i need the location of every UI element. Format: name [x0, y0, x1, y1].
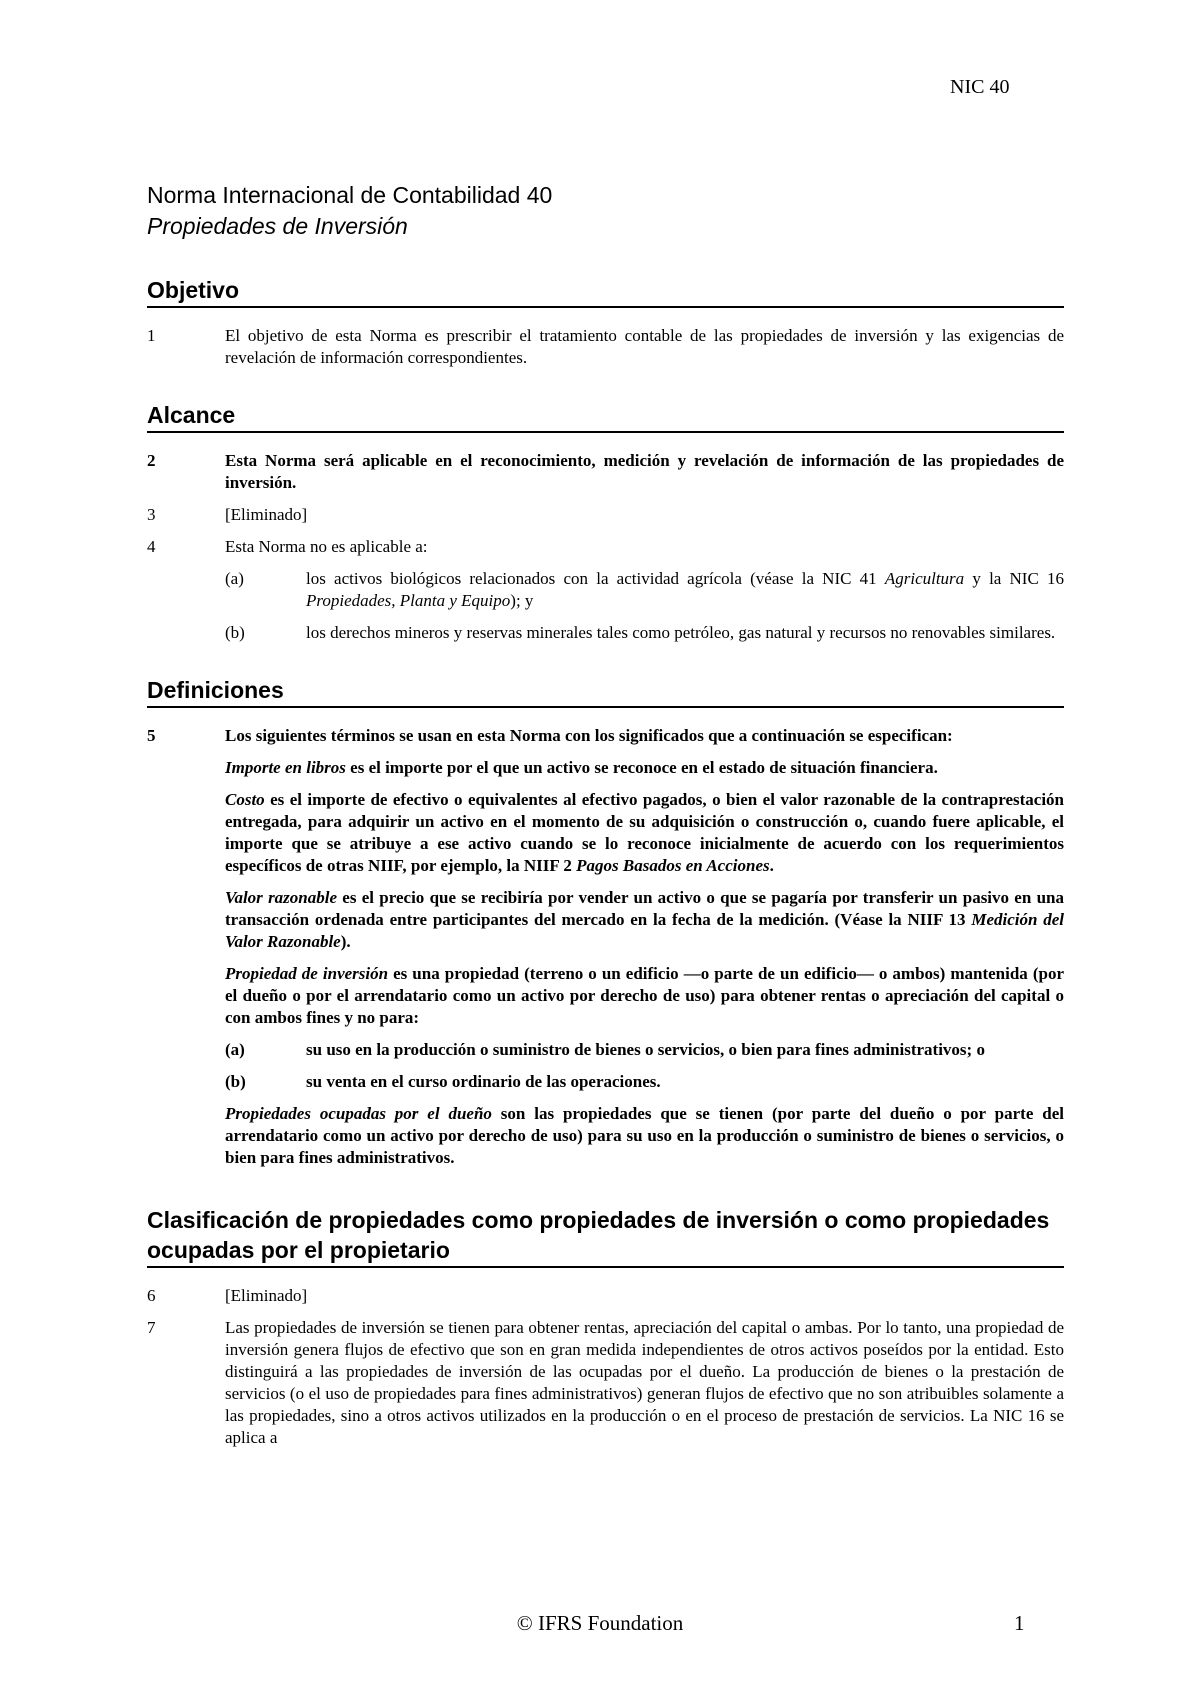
- paragraph-1: [147, 325, 1064, 369]
- definition-text: es el precio que se recibiría por vender un activo o que se pagaría por transferir un pasivo en una transacción ordenada entre participantes del mercado en la fecha de la medición. (Véase la NIIF 13: [225, 888, 1064, 929]
- paragraph-number: 7: [147, 1318, 156, 1337]
- paragraph-number: 5: [147, 726, 156, 745]
- definition-propiedad-de-inversion: [225, 963, 1064, 1029]
- defined-term: Costo: [225, 790, 265, 809]
- text-run: .: [769, 856, 774, 875]
- section-clasificacion: [147, 1205, 1064, 1449]
- definition-text: es el importe de efectivo o equivalentes al efectivo pagados, o bien el valor razonable de la contraprestación entregada, para adquirir un activo en el momento de su adquisición o construcción o, cuando fuere aplicable, el importe que se atribuye a ese activo cuando se lo reconoce inicialmente de acuerdo con los requerimientos específicos de otras NIIF, por ejemplo, la NIIF 2: [225, 790, 1064, 875]
- section-alcance: [147, 400, 1064, 644]
- list-item-label: (a): [225, 569, 244, 588]
- paragraph-7: [147, 1317, 1064, 1449]
- document-title: Norma Internacional de Contabilidad 40: [147, 182, 553, 208]
- paragraph-2: [147, 450, 1064, 494]
- section-heading-definiciones: Definiciones: [147, 675, 1064, 708]
- paragraph-3: [147, 504, 1064, 526]
- definition-text: son las propiedades que se tienen (por parte del dueño o por parte del arrendatario como un activo por derecho de uso) para su uso en la producción o suministro de bienes o servicios, o bien para fines administrativos.: [225, 1104, 1064, 1167]
- section-definiciones: [147, 675, 1064, 1169]
- section-objetivo: [147, 275, 1064, 369]
- defined-term: Propiedades ocupadas por el dueño: [225, 1104, 492, 1123]
- paragraph-number: 1: [147, 326, 156, 345]
- footer-page-number: 1: [1014, 1611, 1025, 1635]
- standard-reference: Propiedades, Planta y Equipo: [306, 591, 511, 610]
- text-run: los activos biológicos relacionados con la actividad agrícola (véase la NIC 41: [306, 569, 885, 588]
- list-item-text: [306, 568, 1064, 612]
- paragraph-number: 2: [147, 451, 156, 470]
- document-subtitle: Propiedades de Inversión: [147, 213, 408, 239]
- standard-reference: Medición del Valor Razonable: [225, 910, 1064, 951]
- list-item-5a: [225, 1039, 1064, 1061]
- list-item-text: su venta en el curso ordinario de las operaciones.: [306, 1072, 661, 1091]
- paragraph-text: Esta Norma no es aplicable a:: [225, 537, 428, 556]
- definition-propiedades-ocupadas: [225, 1103, 1064, 1169]
- definition-importe-en-libros: [225, 757, 1064, 779]
- footer-copyright: © IFRS Foundation: [516, 1611, 684, 1635]
- paragraph-6: [147, 1285, 1064, 1307]
- text-run: ).: [340, 932, 351, 951]
- paragraph-text: Esta Norma será aplicable en el reconocimiento, medición y revelación de información de las propiedades de inversión.: [225, 451, 1064, 492]
- text-run: ); y: [510, 591, 534, 610]
- paragraph-text: [Eliminado]: [225, 505, 308, 524]
- list-item-label: (b): [225, 1072, 246, 1091]
- list-item-4b: [225, 622, 1064, 644]
- section-heading-clasificacion: Clasificación de propiedades como propiedades de inversión o como propiedades ocupadas por el propietario: [147, 1205, 1064, 1268]
- standard-reference: Pagos Basados en Acciones: [576, 856, 770, 875]
- definition-costo: [225, 789, 1064, 877]
- page-header-label: NIC 40: [950, 76, 1010, 98]
- list-item-label: (b): [225, 623, 245, 642]
- defined-term: Importe en libros: [225, 758, 346, 777]
- paragraph-number: 6: [147, 1286, 156, 1305]
- list-item-label: (a): [225, 1040, 245, 1059]
- paragraph-number: 4: [147, 537, 156, 556]
- list-item-5b: [225, 1071, 1064, 1093]
- definition-valor-razonable: [225, 887, 1064, 953]
- defined-term: Propiedad de inversión: [225, 964, 389, 983]
- paragraph-text: [Eliminado]: [225, 1286, 308, 1305]
- text-run: y la NIC 16: [964, 569, 1064, 588]
- paragraph-text: El objetivo de esta Norma es prescribir el tratamiento contable de las propiedades de inversión y las exigencias de revelación de información correspondientes.: [225, 326, 1064, 367]
- paragraph-text: Los siguientes términos se usan en esta Norma con los significados que a continuación se especifican:: [225, 726, 953, 745]
- section-heading-objetivo: Objetivo: [147, 275, 1064, 308]
- paragraph-text: Las propiedades de inversión se tienen para obtener rentas, apreciación del capital o ambas. Por lo tanto, una propiedad de inversión genera flujos de efectivo que son en gran medida independientes de otros activos poseídos por la entidad. Esto distinguirá a las propiedades de inversión de las ocupadas por el dueño. La producción de bienes o la prestación de servicios (o el uso de propiedades para fines administrativos) generan flujos de efectivo que no son atribuibles solamente a las propiedades, sino a otros activos utilizados en la producción o en el proceso de prestación de servicios. La NIC 16 se aplica a: [225, 1318, 1064, 1447]
- paragraph-4: [147, 536, 1064, 558]
- definition-text: es el importe por el que un activo se reconoce en el estado de situación financiera.: [345, 758, 938, 777]
- list-item-text: su uso en la producción o suministro de bienes o servicios, o bien para fines administrativos; o: [306, 1040, 985, 1059]
- document-body: [147, 180, 1064, 1449]
- paragraph-5: [147, 725, 1064, 747]
- section-heading-alcance: Alcance: [147, 400, 1064, 433]
- standard-reference: Agricultura: [884, 569, 965, 588]
- paragraph-number: 3: [147, 505, 156, 524]
- defined-term: Valor razonable: [225, 888, 338, 907]
- list-item-4a: [225, 568, 1064, 612]
- list-item-text: los derechos mineros y reservas minerales tales como petróleo, gas natural y recursos no renovables similares.: [306, 623, 1056, 642]
- definition-text: es una propiedad (terreno o un edificio —o parte de un edificio— o ambos) mantenida (por el dueño o por el arrendatario como un activo por derecho de uso) para obtener rentas o apreciación del capital o con ambos fines y no para:: [225, 964, 1064, 1027]
